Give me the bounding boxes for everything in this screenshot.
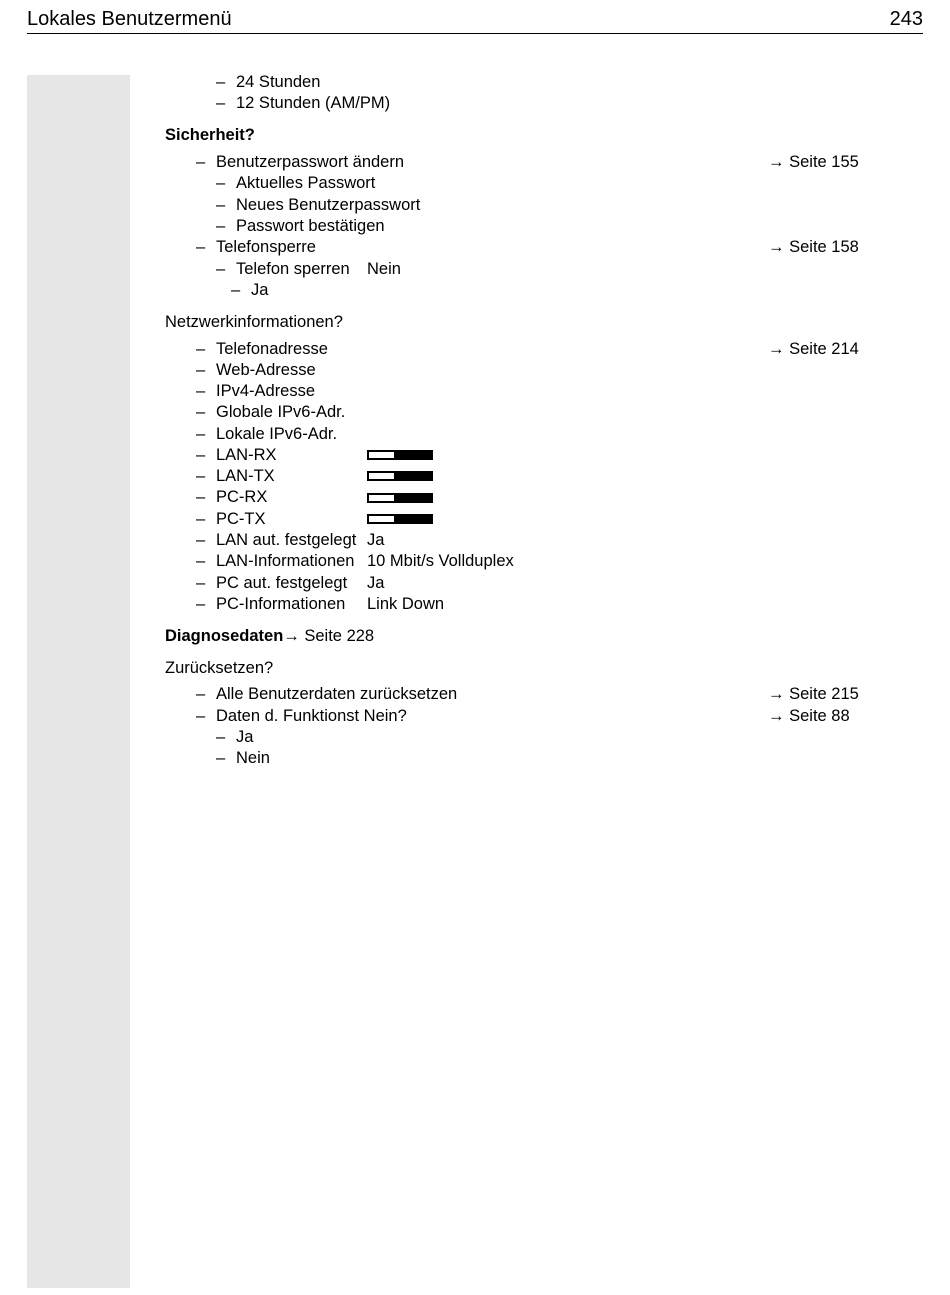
arrow-right-icon: → <box>768 153 785 171</box>
section-heading-sicherheit: Sicherheit? <box>165 126 255 144</box>
dash: – <box>196 382 206 400</box>
menu-item: Alle Benutzerdaten zurücksetzen <box>216 685 458 703</box>
dash: – <box>196 707 206 725</box>
page-reference: → Seite 155 <box>768 153 859 171</box>
menu-item: LAN-TX <box>216 467 275 485</box>
dash: – <box>216 728 226 746</box>
dash: – <box>196 238 206 256</box>
menu-value: Link Down <box>367 595 445 613</box>
dash: – <box>196 510 206 528</box>
page-reference: → Seite 158 <box>768 238 859 256</box>
dash: – <box>196 574 206 592</box>
arrow-right-icon: → <box>768 238 785 256</box>
menu-item: 24 Stunden <box>236 73 321 91</box>
menu-item: Passwort bestätigen <box>236 217 385 235</box>
dash: – <box>196 361 206 379</box>
menu-item: Benutzerpasswort ändern <box>216 153 405 171</box>
traffic-bar-lan-tx <box>367 471 433 481</box>
menu-item: IPv4-Adresse <box>216 382 316 400</box>
menu-item: Ja <box>236 728 254 746</box>
dash: – <box>216 749 226 767</box>
menu-item: PC-TX <box>216 510 266 528</box>
page-reference: → Seite 214 <box>768 340 859 358</box>
menu-item: LAN aut. festgelegt <box>216 531 357 549</box>
dash: – <box>196 488 206 506</box>
dash: – <box>196 403 206 421</box>
page-reference: → Seite 215 <box>768 685 859 703</box>
menu-value: Nein <box>367 260 401 278</box>
dash: – <box>196 425 206 443</box>
dash: – <box>196 153 206 171</box>
dash: – <box>196 467 206 485</box>
section-heading-diagnose: Diagnosedaten→ Seite 228 <box>165 627 375 645</box>
menu-item: Telefonadresse <box>216 340 328 358</box>
menu-item: Nein <box>236 749 270 767</box>
menu-item: PC aut. festgelegt <box>216 574 348 592</box>
page-number: 243 <box>889 8 923 30</box>
menu-item: Ja <box>251 281 269 299</box>
page-reference: → Seite 88 <box>768 707 850 725</box>
page-header <box>27 6 923 34</box>
menu-item: LAN-Informationen <box>216 552 355 570</box>
menu-item: Daten d. Funktionst Nein? <box>216 707 407 725</box>
menu-value: Ja <box>367 531 385 549</box>
menu-item: PC-Informationen <box>216 595 346 613</box>
menu-item: Lokale IPv6-Adr. <box>216 425 338 443</box>
dash: – <box>196 446 206 464</box>
dash: – <box>216 94 226 112</box>
arrow-right-icon: → <box>768 685 785 703</box>
arrow-right-icon: → <box>283 627 300 645</box>
menu-item: Globale IPv6-Adr. <box>216 403 346 421</box>
dash: – <box>196 685 206 703</box>
dash: – <box>216 73 226 91</box>
traffic-bar-pc-tx <box>367 514 433 524</box>
menu-item: LAN-RX <box>216 446 277 464</box>
dash: – <box>196 552 206 570</box>
menu-item: Aktuelles Passwort <box>236 174 376 192</box>
dash: – <box>196 531 206 549</box>
menu-item: PC-RX <box>216 488 268 506</box>
menu-value: 10 Mbit/s Vollduplex <box>367 552 514 570</box>
traffic-bar-lan-rx <box>367 450 433 460</box>
menu-item: Web-Adresse <box>216 361 316 379</box>
traffic-bar-pc-rx <box>367 493 433 503</box>
page-title: Lokales Benutzermenü <box>27 8 232 30</box>
dash: – <box>196 340 206 358</box>
menu-item: Telefonsperre <box>216 238 316 256</box>
dash: – <box>196 595 206 613</box>
left-margin-bar <box>27 75 130 1288</box>
menu-item: 12 Stunden (AM/PM) <box>236 94 391 112</box>
arrow-right-icon: → <box>768 340 785 358</box>
menu-item: Neues Benutzerpasswort <box>236 196 421 214</box>
dash: – <box>231 281 241 299</box>
dash: – <box>216 260 226 278</box>
dash: – <box>216 217 226 235</box>
arrow-right-icon: → <box>768 707 785 725</box>
dash: – <box>216 174 226 192</box>
section-heading-netzwerk: Netzwerkinformationen? <box>165 313 343 331</box>
menu-value: Ja <box>367 574 385 592</box>
menu-item: Telefon sperren <box>236 260 350 278</box>
dash: – <box>216 196 226 214</box>
section-heading-reset: Zurücksetzen? <box>165 659 274 677</box>
